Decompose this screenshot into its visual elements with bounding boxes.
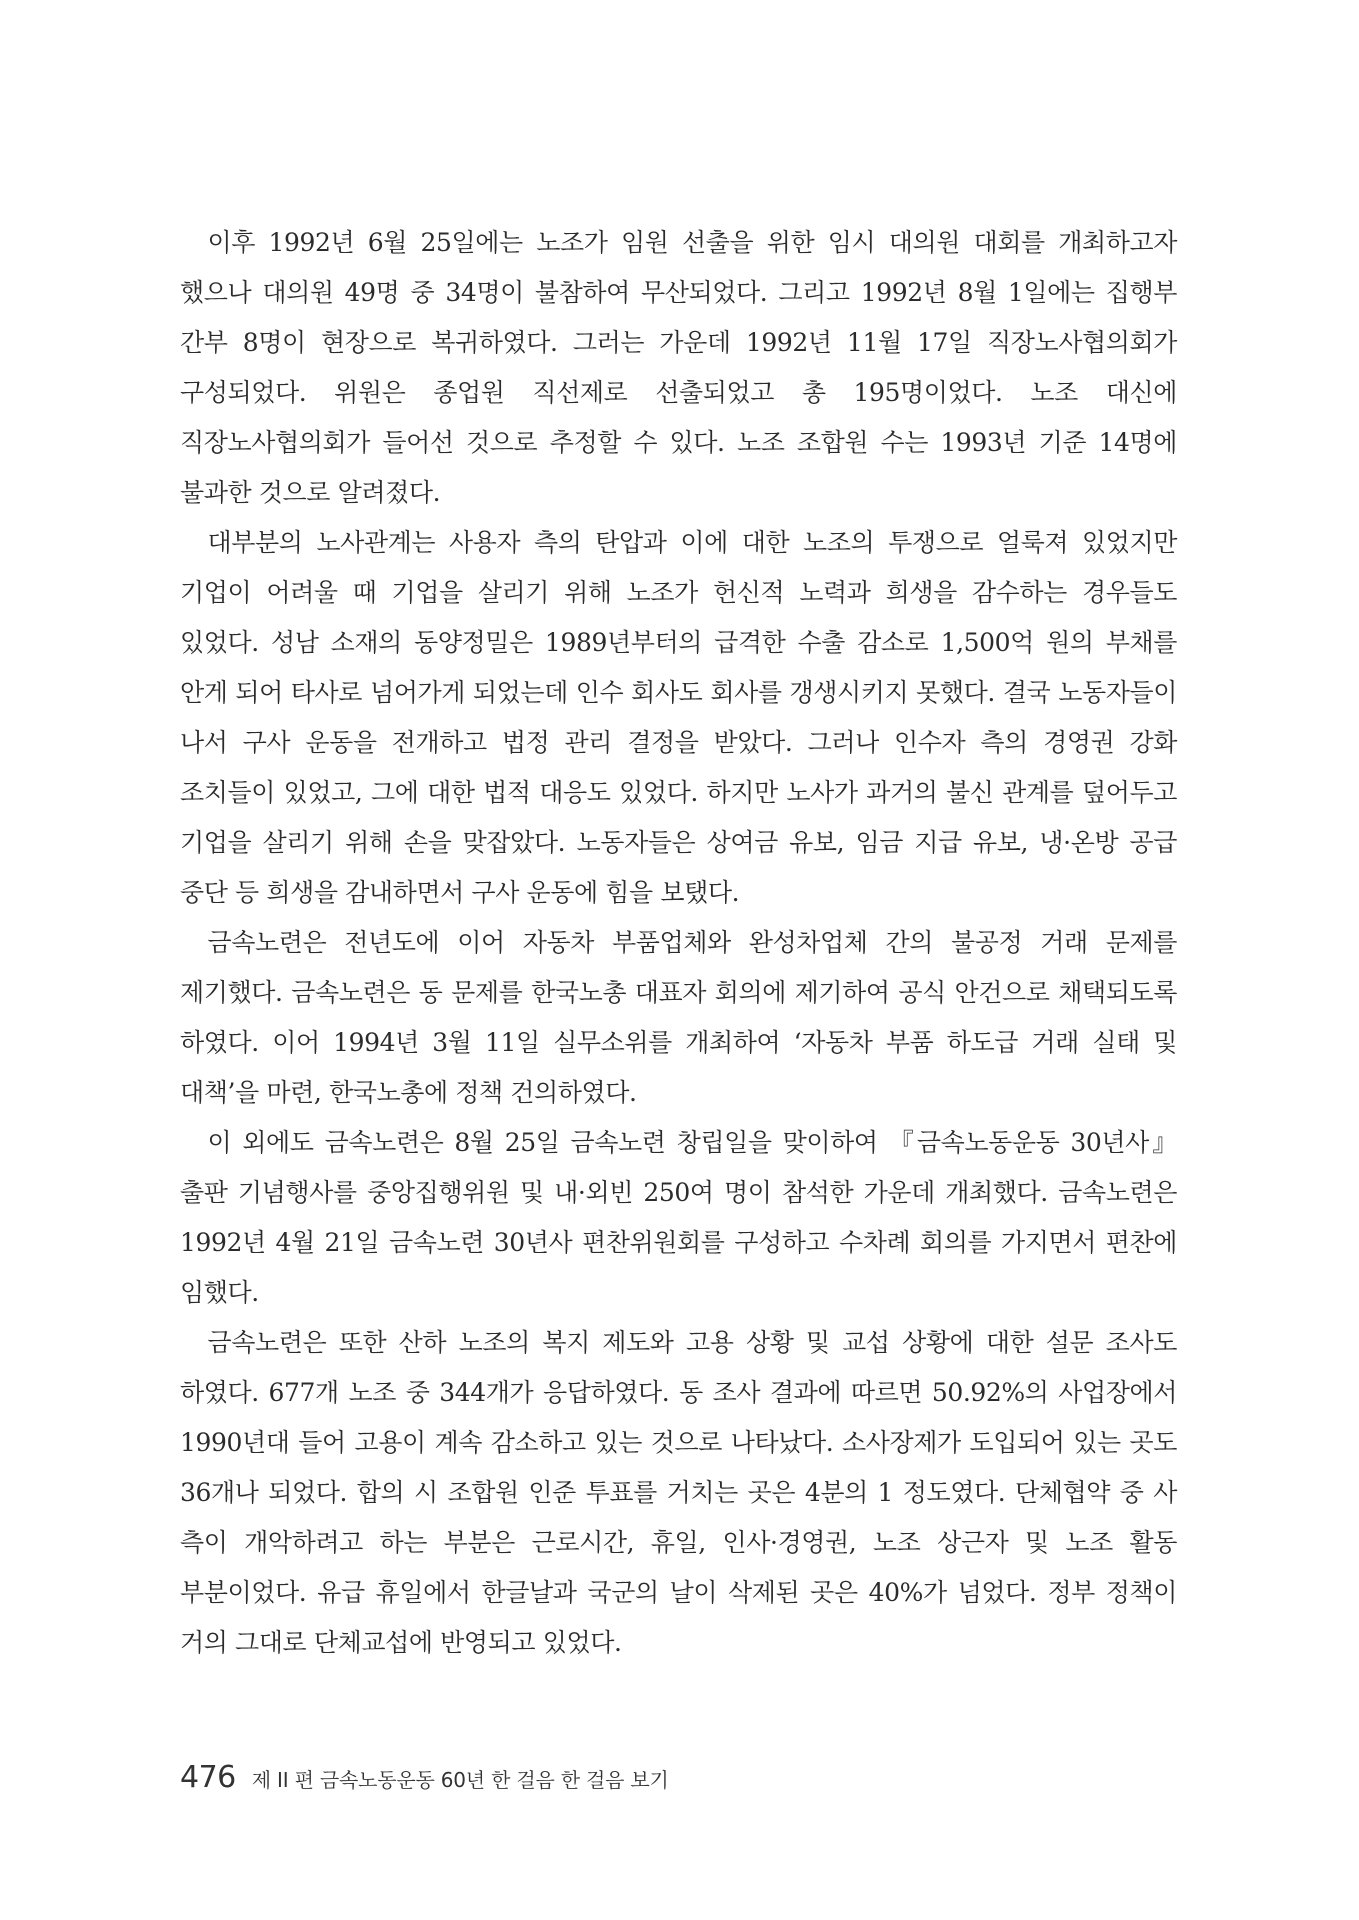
paragraph-5: 금속노련은 또한 산하 노조의 복지 제도와 고용 상황 및 교섭 상황에 대한 설문 조사도 하였다. 677개 노조 중 344개가 응답하였다. 동 조사 결과에 따르면 50.92%의 사업장에서 1990년대 들어 고용이 계속 감소하고 있는 것으로 나타났다. 소사장제가 도입되어 있는 곳도 36개나 되었다. 합의 시 조합원 인준 투표를 거치는 곳은 4분의 1 정도였다. 단체협약 중 사 측이 개악하려고 하는 부분은 근로시간, 휴일, 인사·경영권, 노조 상근자 및 노조 활동 부분이었다. 유급 휴일에서 한글날과 국군의 날이 삭제된 곳은 40%가 넘었다. 정부 정책이 거의 그대로 단체교섭에 반영되고 있었다. xyxy=(180,1328,1177,1657)
paragraph-2: 대부분의 노사관계는 사용자 측의 탄압과 이에 대한 노조의 투쟁으로 얼룩져 있었지만 기업이 어려울 때 기업을 살리기 위해 노조가 헌신적 노력과 희생을 감수하는 경우들도 있었다. 성남 소재의 동양정밀은 1989년부터의 급격한 수출 감소로 1,500억 원의 부채를 안게 되어 타사로 넘어가게 되었는데 인수 회사도 회사를 갱생시키지 못했다. 결국 노동자들이 나서 구사 운동을 전개하고 법정 관리 결정을 받았다. 그러나 인수자 측의 경영권 강화 조치들이 있었고, 그에 대한 법적 대응도 있었다. 하지만 노사가 과거의 불신 관계를 덮어두고 기업을 살리기 위해 손을 맞잡았다. 노동자들은 상여금 유보, 임금 지급 유보, 냉·온방 공급 중단 등 희생을 감내하면서 구사 운동에 힘을 보탰다. xyxy=(180,528,1177,907)
paragraph-3: 금속노련은 전년도에 이어 자동차 부품업체와 완성차업체 간의 불공정 거래 문제를 제기했다. 금속노련은 동 문제를 한국노총 대표자 회의에 제기하여 공식 안건으로 채택되도록 하였다. 이어 1994년 3월 11일 실무소위를 개최하여 ‘자동차 부품 하도급 거래 실태 및 대책’을 마련, 한국노총에 정책 건의하였다. xyxy=(180,928,1177,1107)
body-text xyxy=(180,218,1177,1668)
paragraph-4: 이 외에도 금속노련은 8월 25일 금속노련 창립일을 맞이하여 『금속노동운동 30년사』 출판 기념행사를 중앙집행위원 및 내·외빈 250여 명이 참석한 가운데 개최했다. 금속노련은 1992년 4월 21일 금속노련 30년사 편찬위원회를 구성하고 수차례 회의를 가지면서 편찬에 임했다. xyxy=(180,1128,1177,1307)
page-number: 476 xyxy=(180,1760,236,1795)
running-head: 제 II 편 금속노동운동 60년 한 걸음 한 걸음 보기 xyxy=(251,1768,669,1792)
paragraph-1: 이후 1992년 6월 25일에는 노조가 임원 선출을 위한 임시 대의원 대회를 개최하고자 했으나 대의원 49명 중 34명이 불참하여 무산되었다. 그리고 1992년 8월 1일에는 집행부 간부 8명이 현장으로 복귀하였다. 그러는 가운데 1992년 11월 17일 직장노사협의회가 구성되었다. 위원은 종업원 직선제로 선출되었고 총 195명이었다. 노조 대신에 직장노사협의회가 들어선 것으로 추정할 수 있다. 노조 조합원 수는 1993년 기준 14명에 불과한 것으로 알려졌다. xyxy=(180,228,1177,507)
page-footer xyxy=(180,1760,669,1800)
